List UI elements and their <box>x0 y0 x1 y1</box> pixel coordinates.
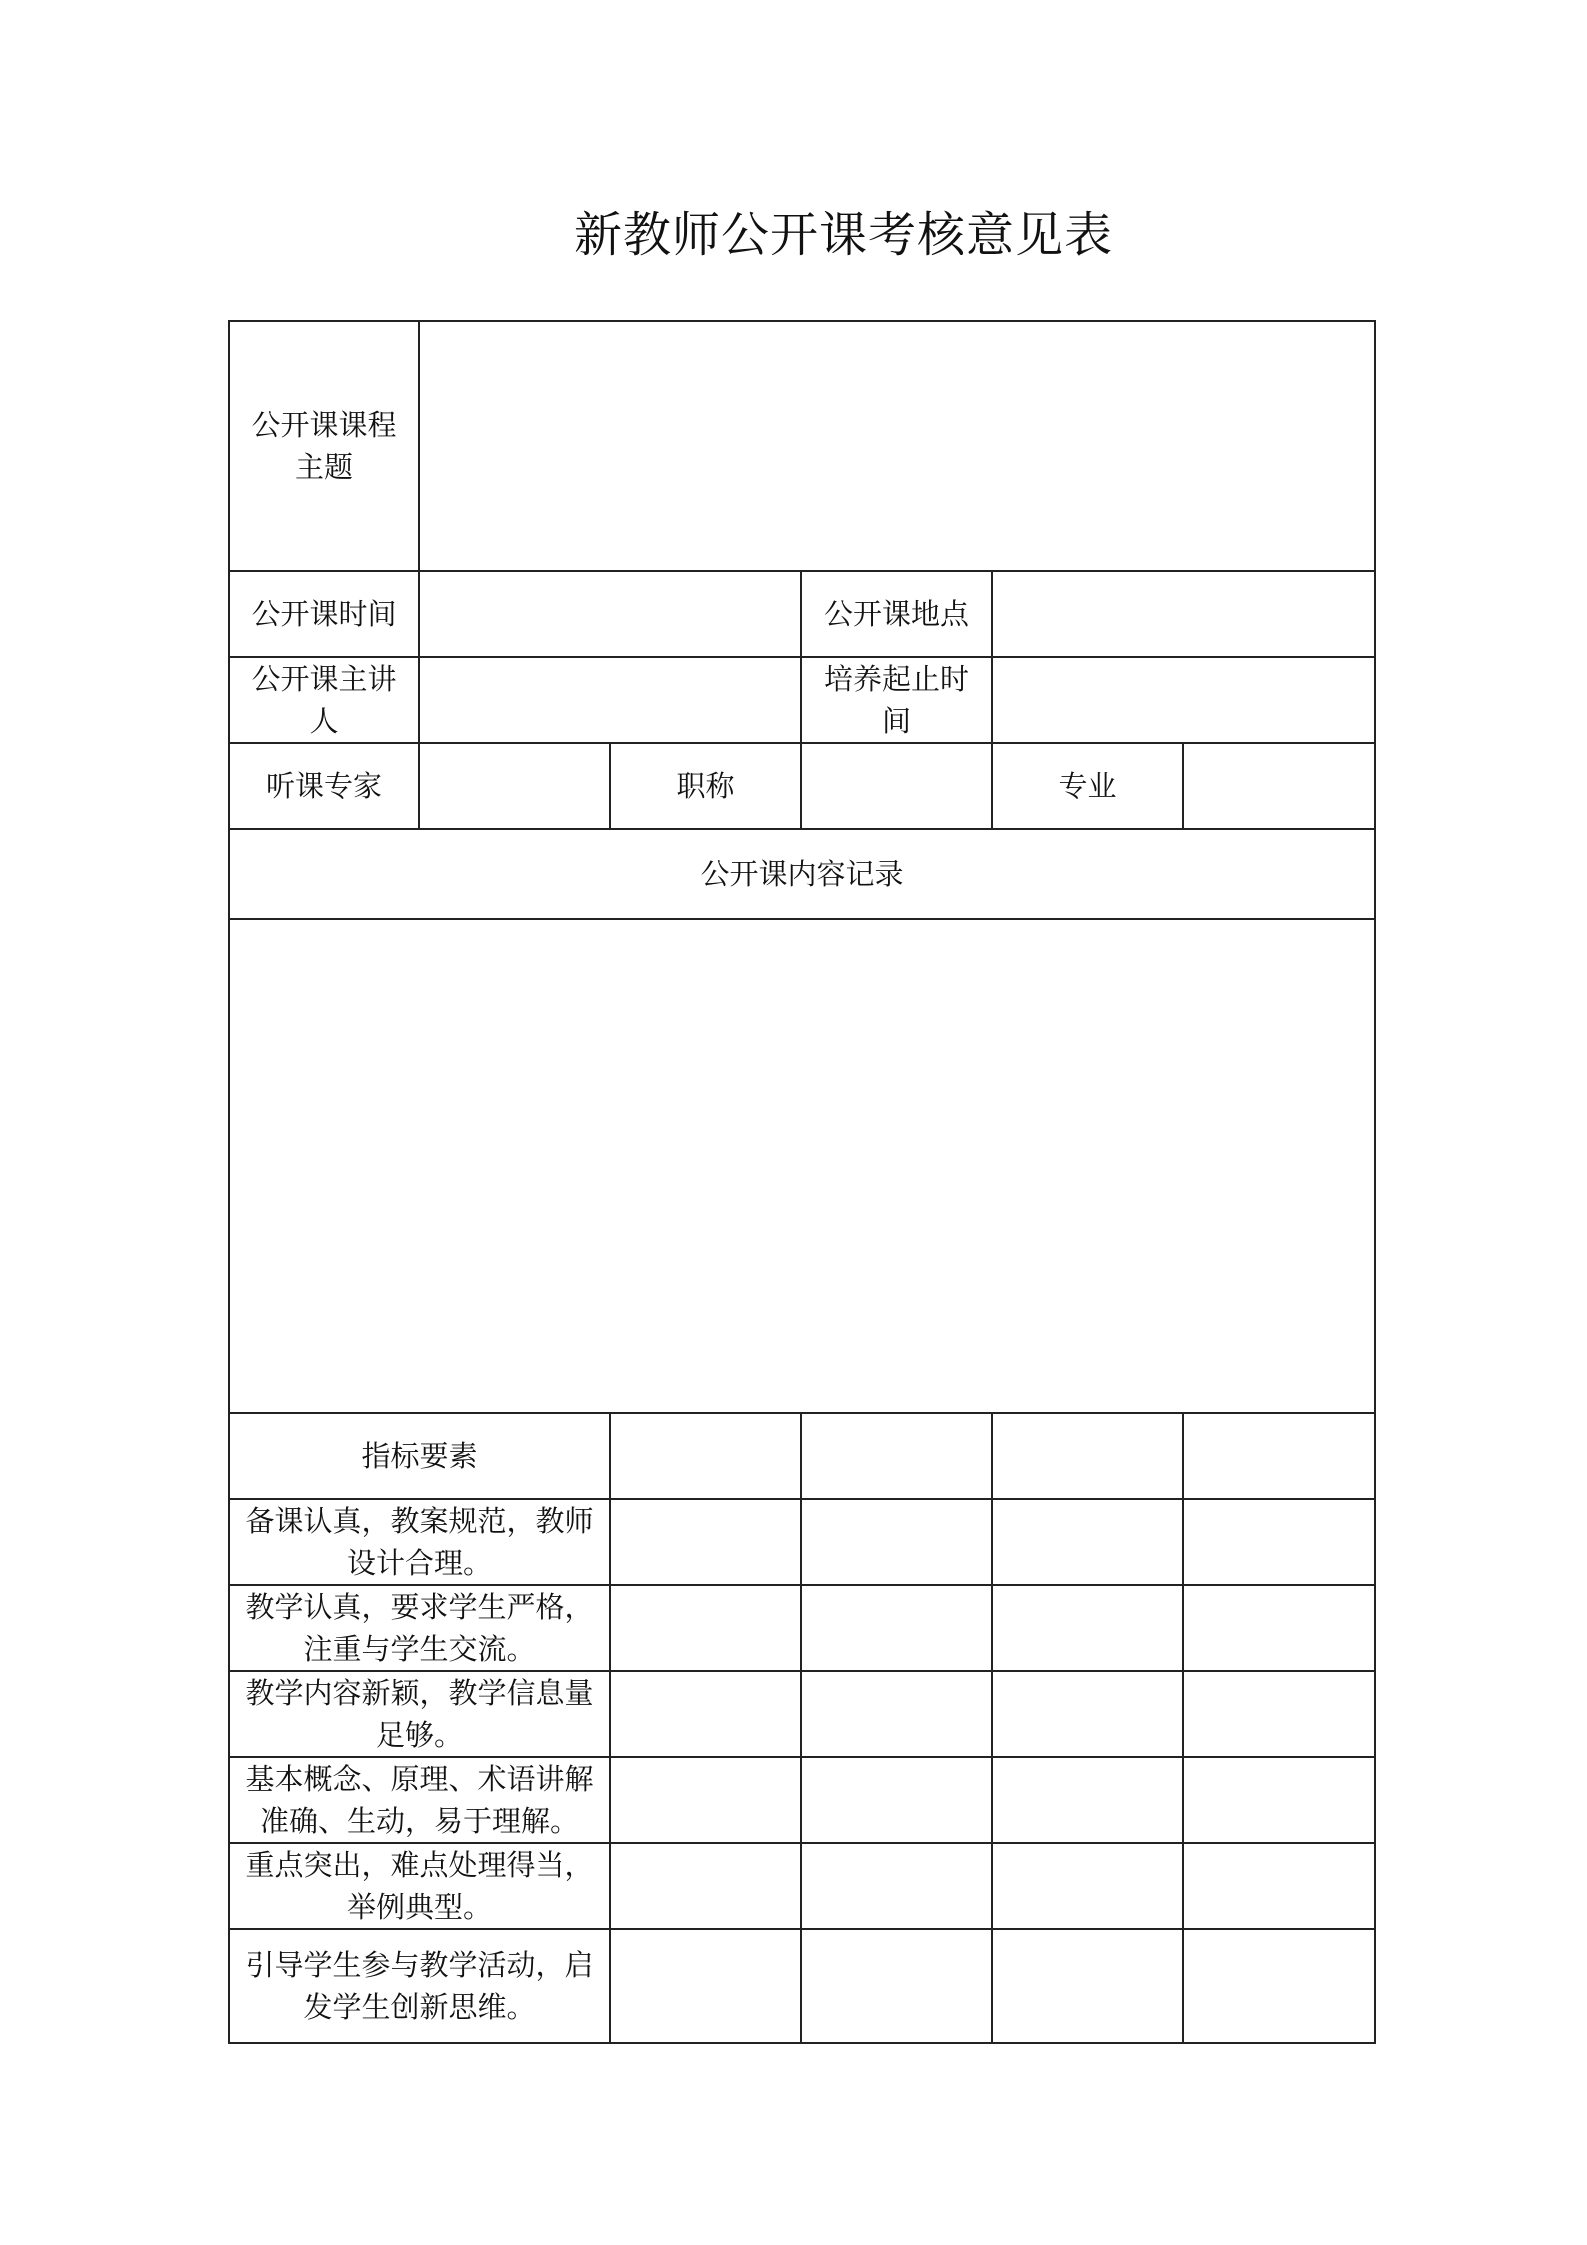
score-cell[interactable] <box>610 1413 801 1499</box>
speaker-period-row <box>229 657 1375 743</box>
score-cell[interactable] <box>1183 1757 1375 1843</box>
major-field[interactable] <box>1183 743 1375 829</box>
job-title-label: 职称 <box>610 743 801 829</box>
indicator-row <box>229 1929 1375 2043</box>
score-cell[interactable] <box>801 1413 992 1499</box>
indicator-label: 教学内容新颖，教学信息量足够。 <box>229 1671 610 1757</box>
training-period-field[interactable] <box>992 657 1375 743</box>
score-cell[interactable] <box>610 1499 801 1585</box>
expert-label: 听课专家 <box>229 743 419 829</box>
score-cell[interactable] <box>801 1929 992 2043</box>
speaker-field[interactable] <box>419 657 801 743</box>
score-cell[interactable] <box>801 1499 992 1585</box>
score-cell[interactable] <box>992 1843 1183 1929</box>
indicator-row <box>229 1843 1375 1929</box>
score-cell[interactable] <box>610 1671 801 1757</box>
indicator-row <box>229 1671 1375 1757</box>
score-cell[interactable] <box>992 1757 1183 1843</box>
expert-row <box>229 743 1375 829</box>
score-cell[interactable] <box>801 1757 992 1843</box>
score-cell[interactable] <box>1183 1499 1375 1585</box>
indicator-label: 备课认真，教案规范，教师设计合理。 <box>229 1499 610 1585</box>
score-cell[interactable] <box>992 1929 1183 2043</box>
score-cell[interactable] <box>801 1585 992 1671</box>
score-cell[interactable] <box>801 1671 992 1757</box>
time-location-row <box>229 571 1375 657</box>
indicator-label: 重点突出，难点处理得当，举例典型。 <box>229 1843 610 1929</box>
major-label: 专业 <box>992 743 1183 829</box>
indicator-label: 引导学生参与教学活动，启发学生创新思维。 <box>229 1929 610 2043</box>
content-record-header: 公开课内容记录 <box>229 829 1375 919</box>
score-cell[interactable] <box>1183 1585 1375 1671</box>
score-cell[interactable] <box>610 1929 801 2043</box>
score-cell[interactable] <box>1183 1413 1375 1499</box>
indicator-label: 基本概念、原理、术语讲解准确、生动，易于理解。 <box>229 1757 610 1843</box>
score-cell[interactable] <box>1183 1929 1375 2043</box>
indicator-header: 指标要素 <box>229 1413 610 1499</box>
content-record-row <box>229 919 1375 1413</box>
score-cell[interactable] <box>992 1499 1183 1585</box>
indicator-header-row <box>229 1413 1375 1499</box>
score-cell[interactable] <box>992 1413 1183 1499</box>
page-title: 新教师公开课考核意见表 <box>573 207 1113 263</box>
expert-field[interactable] <box>419 743 610 829</box>
score-cell[interactable] <box>801 1843 992 1929</box>
score-cell[interactable] <box>1183 1843 1375 1929</box>
topic-label: 公开课课程主题 <box>229 321 419 571</box>
time-field[interactable] <box>419 571 801 657</box>
score-cell[interactable] <box>610 1757 801 1843</box>
location-field[interactable] <box>992 571 1375 657</box>
indicator-row <box>229 1499 1375 1585</box>
topic-row <box>229 321 1375 571</box>
topic-field[interactable] <box>419 321 1375 571</box>
content-record-field[interactable] <box>229 919 1375 1413</box>
indicator-label: 教学认真，要求学生严格，注重与学生交流。 <box>229 1585 610 1671</box>
job-title-field[interactable] <box>801 743 992 829</box>
time-label: 公开课时间 <box>229 571 419 657</box>
indicator-row <box>229 1585 1375 1671</box>
score-cell[interactable] <box>610 1585 801 1671</box>
assessment-form-table <box>228 320 1376 2044</box>
speaker-label: 公开课主讲人 <box>229 657 419 743</box>
indicator-row <box>229 1757 1375 1843</box>
training-period-label: 培养起止时间 <box>801 657 992 743</box>
score-cell[interactable] <box>610 1843 801 1929</box>
location-label: 公开课地点 <box>801 571 992 657</box>
score-cell[interactable] <box>1183 1671 1375 1757</box>
content-record-header-row <box>229 829 1375 919</box>
score-cell[interactable] <box>992 1585 1183 1671</box>
score-cell[interactable] <box>992 1671 1183 1757</box>
